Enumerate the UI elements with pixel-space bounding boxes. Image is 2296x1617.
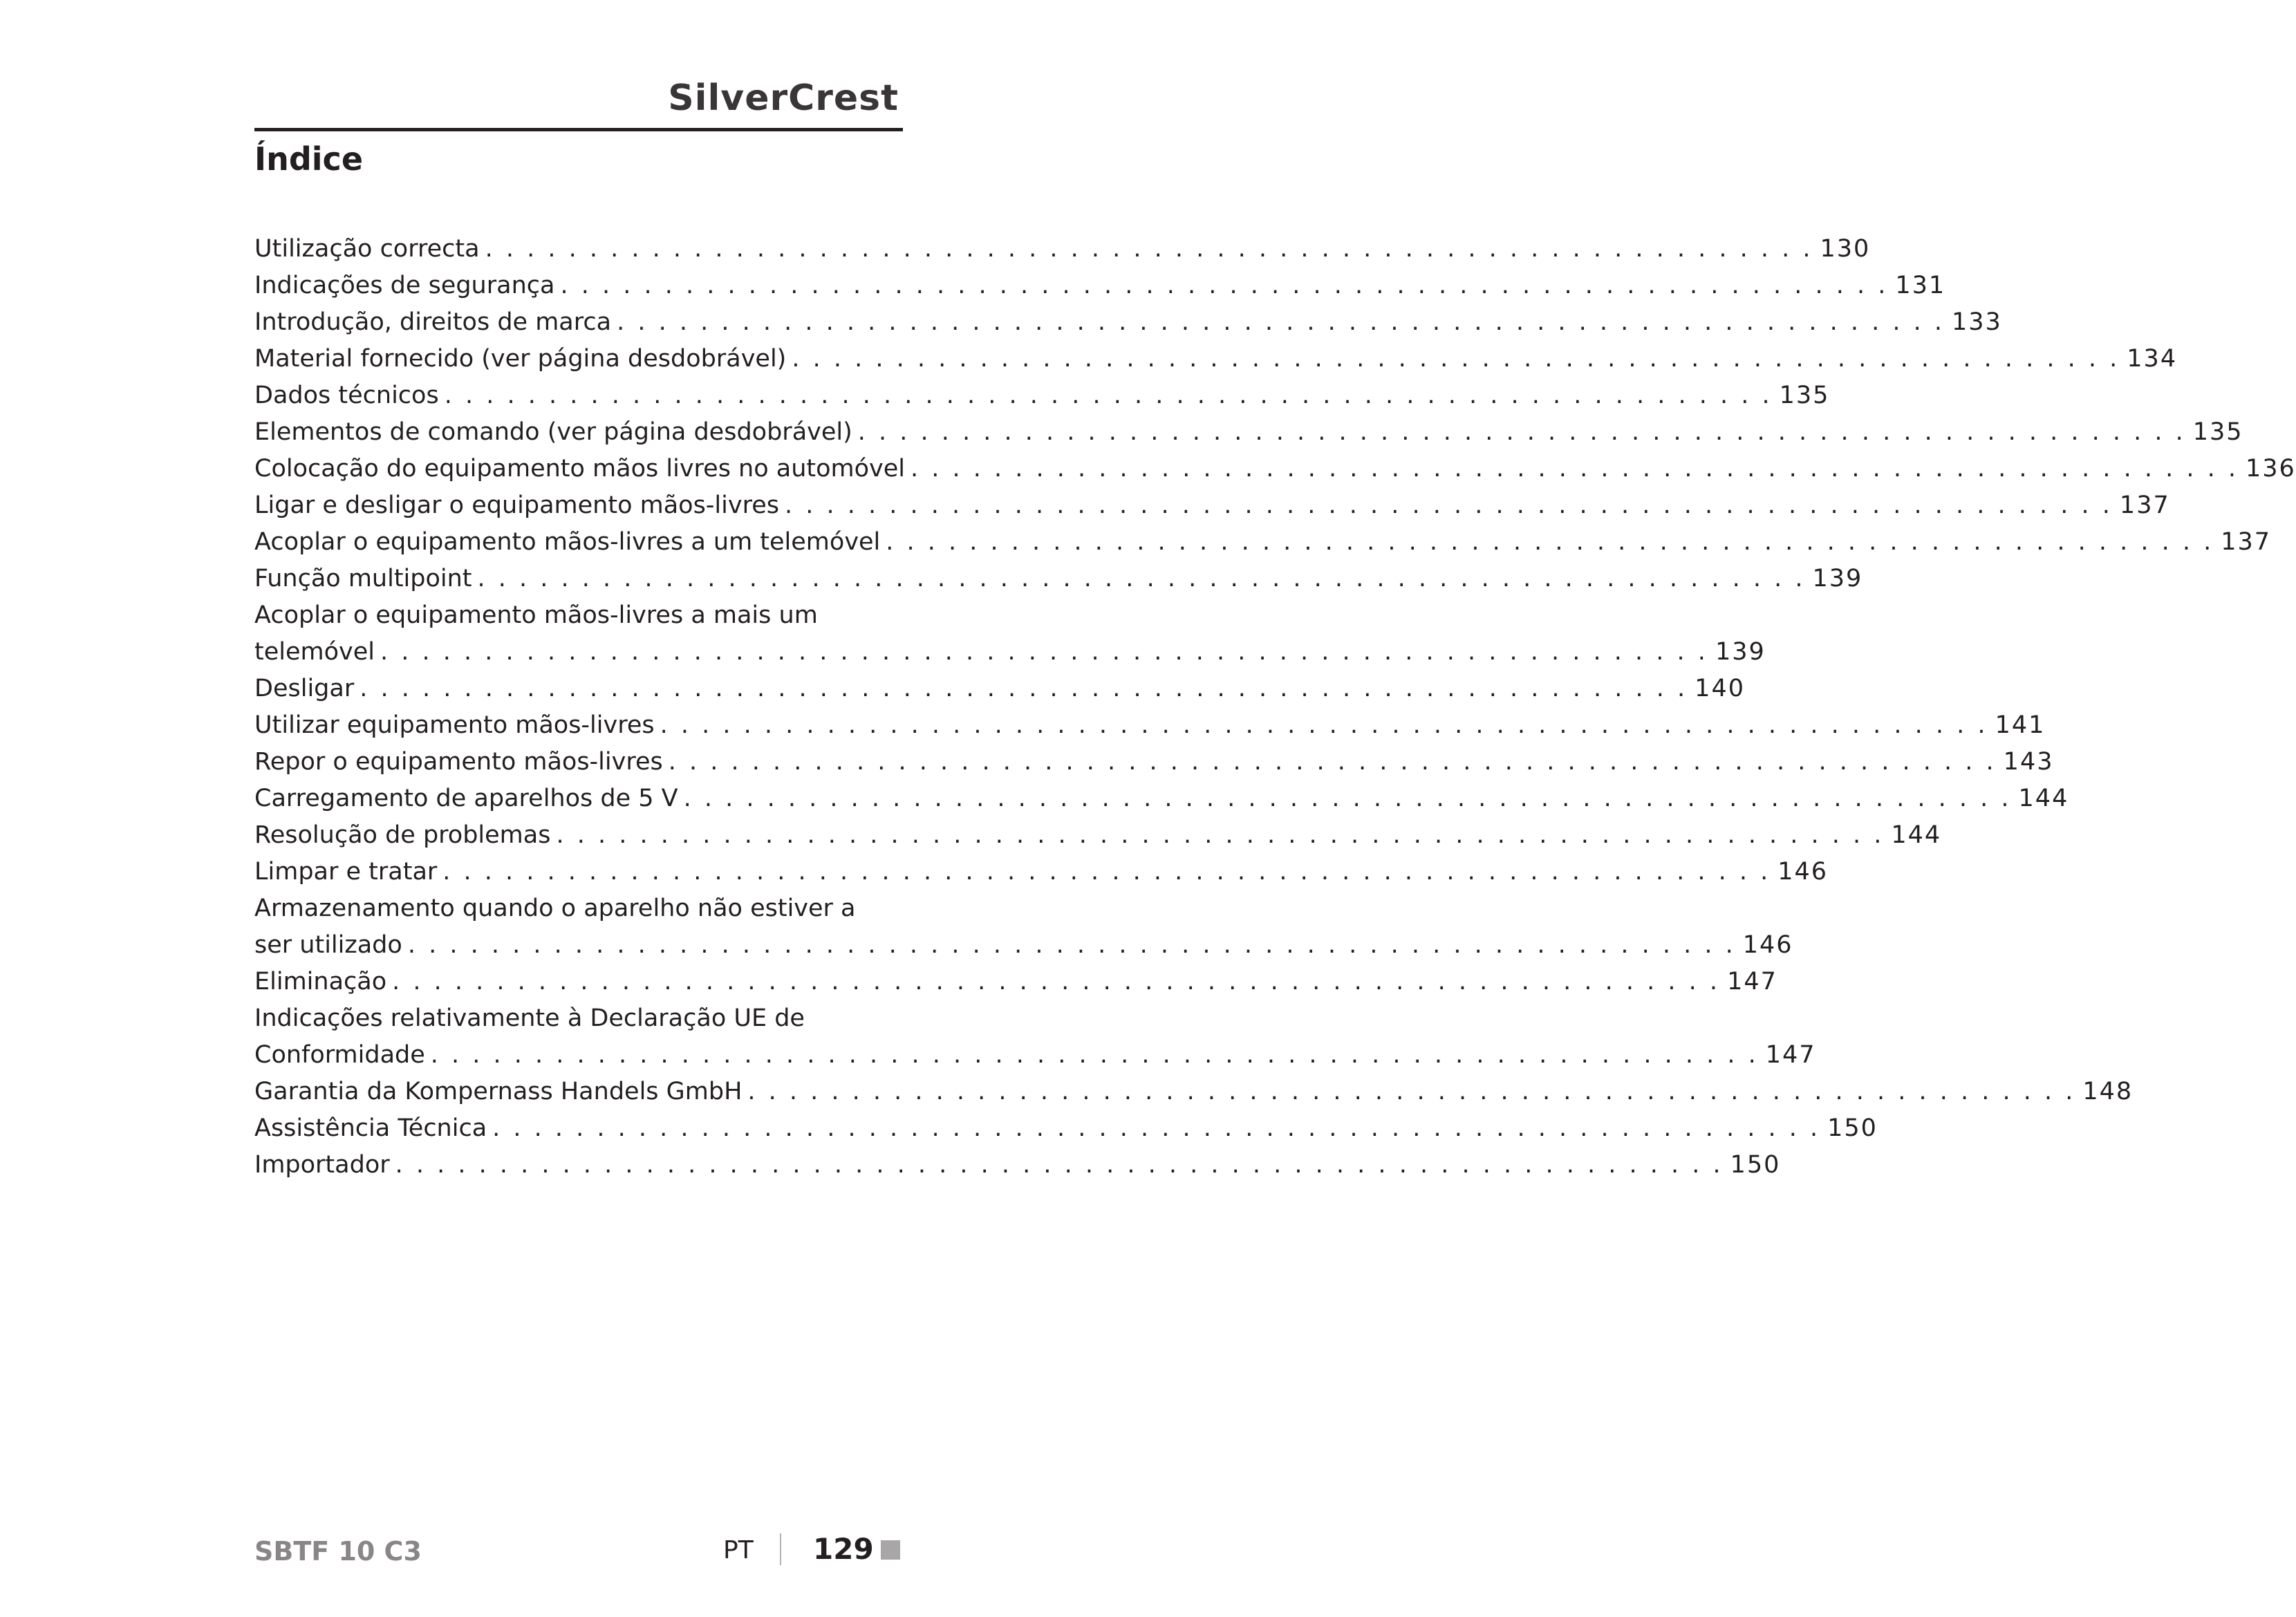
- toc-entry-label: Eliminação: [254, 968, 387, 996]
- toc-leader-dots: . . . . . . . . . . . . . . . . . . . . . . . . . . . . . . . . . . . . . . . . . . . . . . . . . . . . . . . . . . . . . . . .: [556, 821, 1885, 849]
- toc-leader-dots: . . . . . . . . . . . . . . . . . . . . . . . . . . . . . . . . . . . . . . . . . . . . . . . . . . . . . . . . . . . . . . . .: [444, 382, 1773, 409]
- toc-entry-line: [254, 487, 2170, 524]
- toc-entry-label: Colocação do equipamento mãos livres no automóvel: [254, 455, 906, 483]
- toc-entry-line: [254, 707, 2046, 744]
- toc-entry-line: [254, 304, 2002, 341]
- toc-leader-dots: . . . . . . . . . . . . . . . . . . . . . . . . . . . . . . . . . . . . . . . . . . . . . . . . . . . . . . . . . . . . . . . .: [617, 308, 1945, 336]
- toc-entry-line: [254, 634, 1766, 671]
- toc-entry-page: 136: [2245, 455, 2296, 483]
- toc-entry-line: [254, 854, 1829, 890]
- toc-entry-line: [254, 561, 1863, 597]
- toc-entry-page: 140: [1695, 675, 1745, 702]
- toc-leader-dots: . . . . . . . . . . . . . . . . . . . . . . . . . . . . . . . . . . . . . . . . . . . . . . . . . . . . . . . . . . . . . . . .: [911, 455, 2239, 483]
- toc-entry-page: 137: [2119, 492, 2170, 519]
- toc-entry[interactable]: [254, 964, 1777, 1000]
- toc-entry-page: 147: [1765, 1041, 1816, 1069]
- toc-entry[interactable]: [254, 414, 2243, 451]
- toc-entry-page: 135: [2192, 418, 2243, 446]
- toc-entry-page: 139: [1715, 638, 1766, 666]
- toc-entry-page: 133: [1952, 308, 2002, 336]
- toc-entry-page: 148: [2082, 1078, 2134, 1105]
- toc-entry[interactable]: [254, 854, 1829, 890]
- toc-entry[interactable]: [254, 890, 1793, 964]
- toc-entry-line: [254, 964, 1777, 1000]
- toc-entry-label: Resolução de problemas: [254, 821, 551, 849]
- footer-page-number: 129: [813, 1532, 874, 1566]
- footer-language: PT: [723, 1536, 754, 1564]
- toc-entry-line: [254, 414, 2243, 451]
- toc-leader-dots: . . . . . . . . . . . . . . . . . . . . . . . . . . . . . . . . . . . . . . . . . . . . . . . . . . . . . . . . . . . . . . . .: [492, 1114, 1821, 1142]
- toc-entry-line: [254, 451, 2296, 487]
- toc-entry-page: 146: [1777, 858, 1829, 886]
- toc-entry-line: [254, 781, 2069, 817]
- toc-entry-line: [254, 1110, 1878, 1147]
- toc-entry-label: Utilizar equipamento mãos-livres: [254, 711, 655, 739]
- toc-entry-label-first-line: Indicações relativamente à Declaração UE de: [254, 1004, 805, 1032]
- toc-entry[interactable]: [254, 561, 1863, 597]
- toc-entry-page: 141: [1995, 711, 2046, 739]
- toc-entry[interactable]: [254, 817, 1942, 854]
- toc-entry[interactable]: [254, 744, 2054, 781]
- toc-entry-line: [254, 927, 1793, 964]
- toc-entry-line: [254, 377, 1830, 414]
- toc-entry[interactable]: [254, 1000, 1816, 1074]
- toc-entry-page: 135: [1779, 382, 1830, 409]
- toc-entry-page: 134: [2127, 345, 2178, 373]
- toc-entry[interactable]: [254, 487, 2170, 524]
- toc-entry-page: 144: [2018, 785, 2069, 812]
- toc-entry[interactable]: [254, 1147, 1781, 1184]
- toc-entry-label-first-line: Armazenamento quando o aparelho não estiver a: [254, 895, 856, 922]
- header-rule: [254, 128, 903, 131]
- toc-entry-label: ser utilizado: [254, 931, 402, 959]
- toc-leader-dots: . . . . . . . . . . . . . . . . . . . . . . . . . . . . . . . . . . . . . . . . . . . . . . . . . . . . . . . . . . . . . . . .: [668, 748, 1997, 776]
- toc-entry-label: Importador: [254, 1151, 390, 1179]
- footer-model: SBTF 10 C3: [254, 1536, 422, 1567]
- toc-entry-line: [254, 341, 2178, 377]
- toc-entry[interactable]: [254, 671, 1745, 707]
- toc-entry[interactable]: [254, 304, 2002, 341]
- toc-entry[interactable]: [254, 268, 1946, 304]
- toc-entry-page: 137: [2221, 528, 2272, 556]
- toc-entry-label-first-line: Acoplar o equipamento mãos-livres a mais um: [254, 601, 818, 629]
- toc-entry-label: telemóvel: [254, 638, 375, 666]
- toc-entry-page: 150: [1827, 1114, 1878, 1142]
- table-of-contents: [254, 231, 2296, 1184]
- footer-divider: [780, 1533, 781, 1565]
- toc-entry-page: 130: [1820, 235, 1871, 263]
- toc-entry-label: Material fornecido (ver página desdobrável): [254, 345, 787, 373]
- toc-leader-dots: . . . . . . . . . . . . . . . . . . . . . . . . . . . . . . . . . . . . . . . . . . . . . . . . . . . . . . . . . . . . . . . .: [360, 675, 1688, 702]
- toc-entry-page: 150: [1730, 1151, 1781, 1179]
- toc-leader-dots: . . . . . . . . . . . . . . . . . . . . . . . . . . . . . . . . . . . . . . . . . . . . . . . . . . . . . . . . . . . . . . . .: [442, 858, 1771, 886]
- toc-entry-line: [254, 817, 1942, 854]
- toc-entry[interactable]: [254, 1074, 2134, 1110]
- toc-entry-label: Limpar e tratar: [254, 858, 438, 886]
- brand-logo: SilverCrest: [668, 77, 899, 119]
- toc-entry-label: Dados técnicos: [254, 382, 439, 409]
- toc-entry-page: 143: [2003, 748, 2054, 776]
- toc-entry-line: [254, 231, 1871, 268]
- toc-entry-page: 139: [1812, 565, 1863, 592]
- toc-entry-label: Introdução, direitos de marca: [254, 308, 612, 336]
- toc-entry-label: Função multipoint: [254, 565, 472, 592]
- toc-entry-label: Utilização correcta: [254, 235, 480, 263]
- toc-entry[interactable]: [254, 451, 2296, 487]
- toc-leader-dots: . . . . . . . . . . . . . . . . . . . . . . . . . . . . . . . . . . . . . . . . . . . . . . . . . . . . . . . . . . . . . . . .: [395, 1151, 1724, 1179]
- toc-entry[interactable]: [254, 707, 2046, 744]
- toc-leader-dots: . . . . . . . . . . . . . . . . . . . . . . . . . . . . . . . . . . . . . . . . . . . . . . . . . . . . . . . . . . . . . . . .: [477, 565, 1806, 592]
- toc-entry[interactable]: [254, 341, 2178, 377]
- toc-leader-dots: . . . . . . . . . . . . . . . . . . . . . . . . . . . . . . . . . . . . . . . . . . . . . . . . . . . . . . . . . . . . . . . .: [857, 418, 2186, 446]
- toc-entry-label: Acoplar o equipamento mãos-livres a um telemóvel: [254, 528, 881, 556]
- toc-entry-label: Conformidade: [254, 1041, 425, 1069]
- toc-entry-page: 131: [1895, 272, 1946, 299]
- toc-entry[interactable]: [254, 1110, 1878, 1147]
- toc-entry-label: Carregamento de aparelhos de 5 V: [254, 785, 678, 812]
- toc-entry-page: 146: [1742, 931, 1793, 959]
- toc-entry[interactable]: [254, 597, 1766, 671]
- footer-square-mark: [881, 1540, 900, 1560]
- toc-entry-line: [254, 1074, 2134, 1110]
- toc-entry[interactable]: [254, 377, 1830, 414]
- toc-entry-label: Repor o equipamento mãos-livres: [254, 748, 663, 776]
- toc-entry-label: Assistência Técnica: [254, 1114, 487, 1142]
- toc-entry-line: [254, 1147, 1781, 1184]
- toc-entry-line: [254, 671, 1745, 707]
- toc-leader-dots: . . . . . . . . . . . . . . . . . . . . . . . . . . . . . . . . . . . . . . . . . . . . . . . . . . . . . . . . . . . . . . . .: [560, 272, 1889, 299]
- toc-entry[interactable]: [254, 781, 2069, 817]
- toc-entry[interactable]: [254, 524, 2272, 561]
- toc-leader-dots: . . . . . . . . . . . . . . . . . . . . . . . . . . . . . . . . . . . . . . . . . . . . . . . . . . . . . . . . . . . . . . . .: [380, 638, 1708, 666]
- toc-leader-dots: . . . . . . . . . . . . . . . . . . . . . . . . . . . . . . . . . . . . . . . . . . . . . . . . . . . . . . . . . . . . . . . .: [485, 235, 1813, 263]
- toc-entry-line: [254, 524, 2272, 561]
- toc-leader-dots: . . . . . . . . . . . . . . . . . . . . . . . . . . . . . . . . . . . . . . . . . . . . . . . . . . . . . . . . . . . . . . . .: [747, 1078, 2076, 1105]
- toc-leader-dots: . . . . . . . . . . . . . . . . . . . . . . . . . . . . . . . . . . . . . . . . . . . . . . . . . . . . . . . . . . . . . . . .: [660, 711, 1988, 739]
- toc-entry[interactable]: [254, 231, 1871, 268]
- toc-leader-dots: . . . . . . . . . . . . . . . . . . . . . . . . . . . . . . . . . . . . . . . . . . . . . . . . . . . . . . . . . . . . . . . .: [886, 528, 2214, 556]
- toc-entry-label: Indicações de segurança: [254, 272, 555, 299]
- toc-leader-dots: . . . . . . . . . . . . . . . . . . . . . . . . . . . . . . . . . . . . . . . . . . . . . . . . . . . . . . . . . . . . . . . .: [792, 345, 2120, 373]
- toc-entry-label: Elementos de comando (ver página desdobrável): [254, 418, 852, 446]
- toc-leader-dots: . . . . . . . . . . . . . . . . . . . . . . . . . . . . . . . . . . . . . . . . . . . . . . . . . . . . . . . . . . . . . . . .: [392, 968, 1721, 996]
- toc-entry-line: [254, 744, 2054, 781]
- toc-entry-page: 147: [1727, 968, 1777, 996]
- toc-leader-dots: . . . . . . . . . . . . . . . . . . . . . . . . . . . . . . . . . . . . . . . . . . . . . . . . . . . . . . . . . . . . . . . .: [784, 492, 2113, 519]
- toc-entry-label: Ligar e desligar o equipamento mãos-livres: [254, 492, 779, 519]
- page-title: Índice: [254, 140, 364, 178]
- toc-leader-dots: . . . . . . . . . . . . . . . . . . . . . . . . . . . . . . . . . . . . . . . . . . . . . . . . . . . . . . . . . . . . . . . .: [683, 785, 2012, 812]
- toc-entry-line: [254, 1037, 1816, 1074]
- toc-entry-page: 144: [1891, 821, 1942, 849]
- toc-entry-label: Desligar: [254, 675, 355, 702]
- toc-leader-dots: . . . . . . . . . . . . . . . . . . . . . . . . . . . . . . . . . . . . . . . . . . . . . . . . . . . . . . . . . . . . . . . .: [407, 931, 1736, 959]
- toc-entry-line: [254, 268, 1946, 304]
- toc-leader-dots: . . . . . . . . . . . . . . . . . . . . . . . . . . . . . . . . . . . . . . . . . . . . . . . . . . . . . . . . . . . . . . . .: [430, 1041, 1759, 1069]
- toc-entry-label: Garantia da Kompernass Handels GmbH: [254, 1078, 743, 1105]
